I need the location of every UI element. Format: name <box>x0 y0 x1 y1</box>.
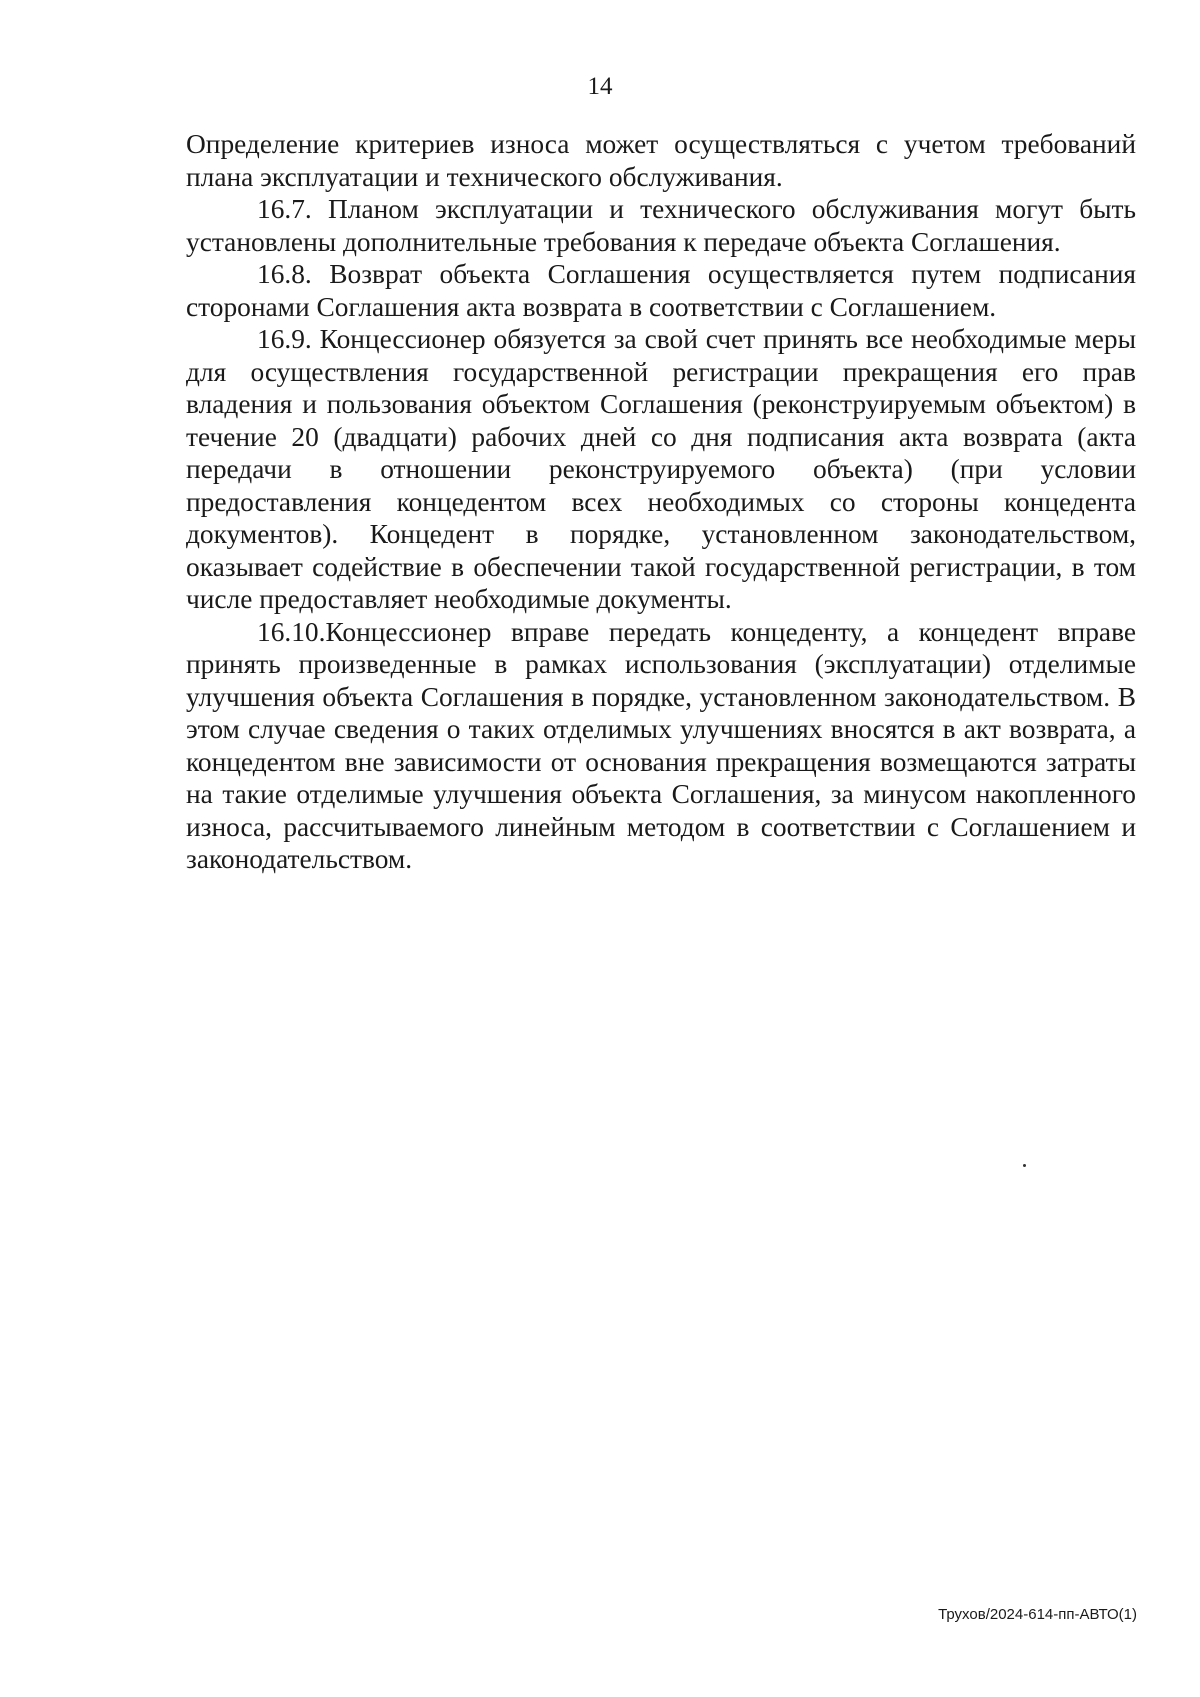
document-code: Трухов/2024-614-пп-АВТО(1) <box>938 1606 1137 1623</box>
paragraph-16-10: 16.10.Концессионер вправе передать концеденту, а концедент вправе принять произведенные в рамках использования (эксплуатации) отделимые улучшения объекта Соглашения в порядке, установленном законодательством. В этом случае сведения о таких отделимых улучшениях вносятся в акт возврата, а концедентом вне зависимости от основания прекращения возмещаются затраты на такие отделимые улучшения объекта Соглашения, за минусом накопленного износа, рассчитываемого линейным методом в соответствии с Соглашением и законодательством. <box>186 616 1136 874</box>
paragraph-16-9: 16.9. Концессионер обязуется за свой счет принять все необходимые меры для осуществления государственной регистрации прекращения его прав владения и пользования объектом Соглашения (реконструируемым объектом) в течение 20 (двадцати) рабочих дней со дня подписания акта возврата (акта передачи в отношении реконструируемого объекта) (при условии предоставления концедентом всех необходимых со стороны концедента документов). Концедент в порядке, установленном законодательством, оказывает содействие в обеспечении такой государственной регистрации, в том числе предоставляет необходимые документы. <box>186 324 1136 614</box>
paragraph-intro: Определение критериев износа может осуществляться с учетом требований плана эксплуатации и технического обслуживания. <box>186 129 1136 192</box>
document-body <box>186 128 1136 876</box>
paragraph-16-7: 16.7. Планом эксплуатации и технического обслуживания могут быть установлены дополнительные требования к передаче объекта Соглашения. <box>186 194 1136 257</box>
page-number: 14 <box>587 73 613 100</box>
paragraph-16-8: 16.8. Возврат объекта Соглашения осуществляется путем подписания сторонами Соглашения акта возврата в соответствии с Соглашением. <box>186 259 1136 322</box>
scan-speck <box>1023 1164 1026 1167</box>
